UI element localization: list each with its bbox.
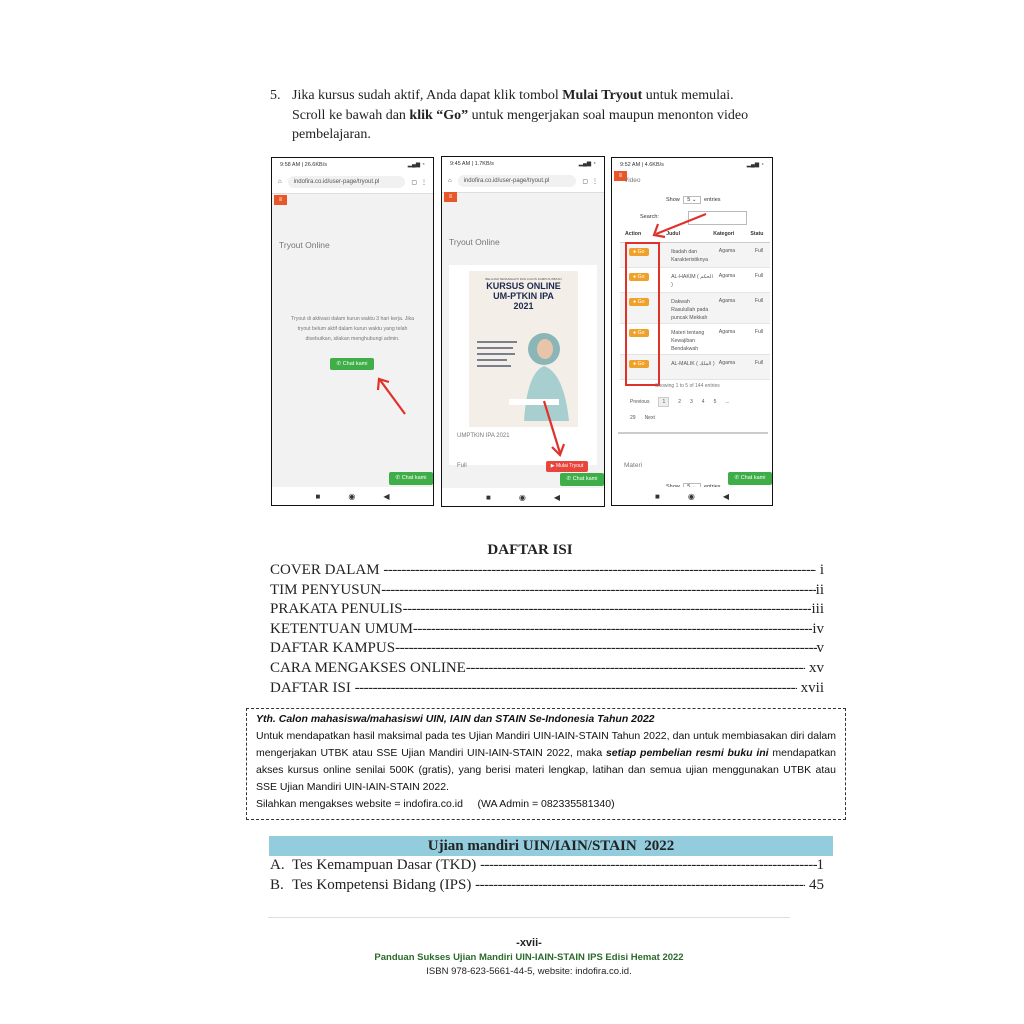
column-header[interactable]: Action bbox=[625, 231, 642, 237]
section-label: Tes Kompetensi Bidang (IPS) bbox=[292, 877, 476, 893]
url-field[interactable]: indofira.co.id/user-page/tryout.pl bbox=[288, 176, 406, 188]
status-text: 9:58 AM | 26.6KB/s bbox=[280, 161, 327, 168]
go-label: Go bbox=[637, 361, 645, 367]
section-leader bbox=[480, 857, 816, 874]
menu-icon[interactable]: ≡ bbox=[444, 192, 457, 202]
phone-screenshot-tryout-pending bbox=[271, 157, 434, 506]
toc-label: KETENTUAN UMUM bbox=[270, 620, 413, 637]
go-label: Go bbox=[637, 299, 645, 305]
mulai-tryout-label: Mulai Tryout bbox=[556, 463, 584, 469]
notice-box bbox=[246, 708, 846, 820]
play-icon: ● bbox=[633, 330, 638, 336]
notice-heading: Yth. Calon mahasiswa/mahasiswi UIN, IAIN dan STAIN Se-Indonesia Tahun 2022 bbox=[256, 713, 655, 725]
signal-icon: ▂▄▆ ◔ bbox=[407, 161, 425, 168]
tabs-icon[interactable]: ▢ bbox=[582, 178, 588, 185]
status-text: 9:45 AM | 1.7KB/s bbox=[450, 160, 494, 167]
notice-text: Untuk mendapatkan hasil maksimal pada tes Ujian Mandiri UIN-IAIN-STAIN Tahun 2022, dan untuk membiasakan diri dalam mengerjakan UTBK atau SSE Ujian Mandiri UIN-IAIN-STAIN 2022, maka bbox=[256, 730, 836, 759]
toc-label: CARA MENGAKSES ONLINE bbox=[270, 660, 466, 676]
toc-entry[interactable] bbox=[270, 582, 824, 602]
toc-label: COVER DALAM bbox=[270, 562, 384, 578]
home-icon[interactable]: ⌂ bbox=[278, 179, 282, 185]
toc-page: iv bbox=[812, 620, 824, 637]
whatsapp-icon: ✆ bbox=[395, 475, 402, 481]
entries-label: entries bbox=[704, 197, 721, 203]
go-label: Go bbox=[637, 330, 645, 336]
toc-leader bbox=[395, 640, 816, 657]
pointer-arrow bbox=[538, 397, 568, 459]
recents-icon[interactable]: ■ bbox=[486, 492, 491, 502]
toc-leader bbox=[355, 680, 797, 697]
video-status: Full bbox=[754, 273, 764, 279]
cover-title: KURSUS ONLINE bbox=[486, 281, 561, 291]
course-name: UMPTKIN IPA 2021 bbox=[457, 433, 510, 439]
toc-label: TIM PENYUSUN bbox=[270, 581, 382, 598]
video-status: Full bbox=[754, 298, 764, 304]
whatsapp-icon: ✆ bbox=[336, 361, 343, 367]
toc-entry[interactable] bbox=[270, 601, 824, 621]
materi-section-title: Materi bbox=[624, 462, 643, 469]
toc-label: DAFTAR KAMPUS bbox=[270, 640, 396, 657]
go-label: Go bbox=[637, 274, 645, 280]
toc-entry[interactable] bbox=[270, 562, 824, 582]
phone-screenshot-video-list bbox=[611, 157, 773, 506]
recents-icon[interactable]: ■ bbox=[655, 491, 660, 501]
toc-page: i bbox=[816, 562, 824, 578]
pagination-item[interactable]: 2 bbox=[678, 399, 682, 405]
toc-label: DAFTAR ISI bbox=[270, 679, 355, 696]
showing-entries: Showing 1 to 5 of 144 entries bbox=[655, 383, 720, 389]
pagination-item[interactable]: ... bbox=[725, 399, 730, 405]
video-title: Dakwah Rasulullah pada puncak Mekkah bbox=[671, 299, 709, 321]
menu-icon[interactable]: ≡ bbox=[614, 171, 627, 181]
entries-select[interactable]: 5 ⌄ bbox=[683, 196, 700, 204]
toc-entry[interactable] bbox=[270, 680, 824, 700]
home-nav-icon[interactable]: ◉ bbox=[518, 492, 526, 502]
video-category: Agama bbox=[718, 298, 736, 304]
pagination-item[interactable]: 1 bbox=[658, 397, 669, 407]
section-entry[interactable] bbox=[270, 877, 824, 897]
toc-leader bbox=[381, 582, 815, 599]
pagination-item[interactable]: 5 bbox=[713, 399, 717, 405]
more-icon[interactable]: ⋮ bbox=[592, 178, 598, 185]
column-header[interactable]: Judul bbox=[666, 231, 681, 237]
play-icon: ● bbox=[633, 249, 638, 255]
course-level: Full bbox=[457, 463, 467, 469]
status-bar bbox=[442, 157, 604, 170]
notice-text: mendapatkan akses kursus online senilai 500K (gratis), yang berisi materi lengkap, latihan dan semua ujian menggunakan UTBK atau SSE Ujian Mandiri UIN-IAIN-STAIN 2022. bbox=[256, 747, 836, 793]
toc-leader bbox=[466, 660, 805, 677]
video-title: AL-MALIK ( الملك ) bbox=[671, 361, 715, 367]
section-banner: Ujian mandiri UIN/IAIN/STAIN 2022 bbox=[269, 836, 833, 856]
column-header[interactable]: Kategori bbox=[713, 231, 735, 237]
section-page: 45 bbox=[805, 877, 824, 893]
address-bar bbox=[442, 170, 604, 193]
video-section-title: Video bbox=[624, 177, 641, 184]
search-label: Search: bbox=[640, 214, 659, 220]
tabs-icon[interactable]: ▢ bbox=[411, 179, 417, 186]
pagination bbox=[630, 397, 760, 429]
chat-kami-button[interactable] bbox=[330, 358, 374, 370]
klik-go-emphasis: klik “Go” bbox=[409, 107, 469, 123]
step-5-instructions bbox=[270, 86, 790, 145]
video-category: Agama bbox=[718, 329, 736, 335]
video-title: AL-HAKIM ( الحكم ) bbox=[671, 274, 713, 288]
back-icon[interactable]: ◀ bbox=[383, 491, 390, 501]
toc-page: v bbox=[816, 640, 824, 657]
back-icon[interactable]: ◀ bbox=[722, 491, 729, 501]
play-icon: ● bbox=[633, 299, 638, 305]
notice-emphasis: setiap pembelian resmi buku ini bbox=[605, 747, 769, 759]
video-status: Full bbox=[754, 329, 764, 335]
toc-title: DAFTAR ISI bbox=[487, 542, 573, 558]
signal-icon: ▂▄▆ ◔ bbox=[578, 160, 596, 167]
show-label: Show bbox=[666, 197, 680, 203]
notice-website: Silahkan mengakses website = indofira.co.id (WA Admin = 082335581340) bbox=[256, 798, 615, 810]
whatsapp-icon: ✆ bbox=[734, 475, 741, 481]
pointer-arrow bbox=[648, 210, 710, 240]
chat-kami-label: Chat kami bbox=[740, 475, 766, 481]
toc-leader bbox=[413, 621, 812, 638]
isbn-line: ISBN 978-623-5661-44-5, website: indofira.co.id. bbox=[426, 966, 632, 977]
step-text: Jika kursus sudah aktif, Anda dapat klik tombol bbox=[292, 88, 563, 103]
menu-icon[interactable]: ≡ bbox=[274, 195, 287, 205]
section-entry[interactable] bbox=[270, 857, 824, 877]
toc-leader bbox=[403, 601, 812, 618]
toc-entry[interactable] bbox=[270, 640, 824, 660]
pointer-arrow bbox=[372, 374, 412, 419]
notice-body bbox=[256, 728, 836, 796]
chat-kami-label: Chat kami bbox=[572, 476, 598, 482]
mulai-tryout-emphasis: Mulai Tryout bbox=[562, 88, 643, 103]
page-number: -xvii- bbox=[516, 937, 542, 949]
mulai-tryout-button[interactable] bbox=[546, 461, 588, 472]
status-text: 9:52 AM | 4.6KB/s bbox=[620, 161, 664, 168]
step-number: 5. bbox=[270, 88, 281, 103]
cover-title: UM-PTKIN IPA bbox=[493, 291, 554, 301]
video-category: Agama bbox=[718, 273, 736, 279]
address-bar bbox=[272, 171, 433, 194]
floating-chat-button[interactable] bbox=[560, 473, 604, 486]
home-nav-icon[interactable]: ◉ bbox=[348, 491, 356, 501]
android-nav-bar bbox=[612, 487, 772, 505]
go-label: Go bbox=[637, 249, 645, 255]
cover-title: 2021 bbox=[513, 301, 534, 311]
toc-leader bbox=[383, 562, 816, 579]
table-bottom-rule bbox=[618, 432, 768, 434]
tryout-heading: Tryout Online bbox=[449, 237, 500, 247]
step-text: untuk mengerjakan soal maupun menonton video bbox=[468, 107, 749, 123]
cover-tagline: BELAJAR SENANGHATI DAN LOLOS KAMPUS IMPIAN bbox=[485, 277, 562, 281]
video-status: Full bbox=[754, 360, 764, 366]
entries-value: 5 bbox=[687, 197, 691, 203]
toc-page: xv bbox=[805, 660, 824, 676]
section-leader bbox=[475, 877, 805, 894]
status-bar bbox=[612, 158, 772, 171]
play-icon: ● bbox=[633, 361, 638, 367]
section-page: 1 bbox=[816, 857, 824, 873]
video-status: Full bbox=[754, 248, 764, 254]
book-title: Panduan Sukses Ujian Mandiri UIN-IAIN-STAIN IPS Edisi Hemat 2022 bbox=[374, 952, 684, 963]
video-title: Materi tentang Kewajiban Bendakwah bbox=[671, 330, 705, 352]
video-category: Agama bbox=[718, 360, 736, 366]
pagination-item[interactable]: 29 bbox=[630, 415, 636, 421]
phone-screenshot-course bbox=[441, 156, 605, 507]
toc-page: ii bbox=[815, 581, 824, 598]
section-label: Tes Kemampuan Dasar (TKD) bbox=[292, 857, 481, 873]
url-field[interactable]: indofira.co.id/user-page/tryout.pl bbox=[458, 175, 577, 187]
activation-message: Tryout di aktivasi dalam kurun waktu 3 hari kerja. Jika tryout belum aktif dalam kurun waktu yang telah disebutkan, silakan menghubungi admin. bbox=[291, 316, 414, 342]
floating-chat-button[interactable] bbox=[728, 472, 772, 485]
section-letter: B. bbox=[270, 877, 284, 893]
play-icon: ● bbox=[633, 274, 638, 280]
pagination-item[interactable]: 3 bbox=[690, 399, 693, 405]
toc-page: iii bbox=[811, 601, 824, 618]
play-icon: ▶ bbox=[550, 463, 556, 469]
section-letter: A. bbox=[270, 857, 285, 873]
toc-label: PRAKATA PENULIS bbox=[270, 601, 403, 618]
whatsapp-icon: ✆ bbox=[566, 476, 573, 482]
android-nav-bar bbox=[442, 488, 604, 506]
step-text: Scroll ke bawah dan bbox=[292, 107, 410, 123]
home-nav-icon[interactable]: ◉ bbox=[687, 491, 695, 501]
pagination-item[interactable]: Previous bbox=[630, 399, 650, 405]
step-text: untuk memulai. bbox=[642, 88, 734, 103]
show-entries bbox=[666, 196, 721, 204]
signal-icon: ▂▄▆ ◔ bbox=[746, 161, 764, 168]
table-of-contents bbox=[270, 562, 824, 702]
pagination-item[interactable]: 4 bbox=[701, 399, 705, 405]
highlight-box bbox=[625, 242, 660, 386]
video-category: Agama bbox=[718, 248, 736, 254]
chat-kami-label: Chat kami bbox=[401, 475, 427, 481]
status-bar bbox=[272, 158, 433, 171]
footer-divider bbox=[268, 917, 790, 918]
chat-kami-label: Chat kami bbox=[342, 361, 368, 367]
toc-entry[interactable] bbox=[270, 660, 824, 680]
recents-icon[interactable]: ■ bbox=[315, 491, 321, 501]
pagination-item[interactable]: Next bbox=[644, 415, 655, 421]
column-header[interactable]: Statu bbox=[750, 231, 764, 237]
more-icon[interactable]: ⋮ bbox=[421, 179, 427, 186]
video-title: Ibadah dan Karakteristiknya bbox=[671, 249, 708, 263]
step-text: pembelajaran. bbox=[292, 127, 371, 142]
android-nav-bar bbox=[272, 487, 433, 505]
home-icon[interactable]: ⌂ bbox=[448, 178, 452, 184]
floating-chat-button[interactable] bbox=[389, 472, 433, 485]
tryout-heading: Tryout Online bbox=[279, 240, 330, 250]
toc-page: xvii bbox=[796, 679, 824, 696]
toc-entry[interactable] bbox=[270, 621, 824, 641]
back-icon[interactable]: ◀ bbox=[553, 492, 560, 502]
